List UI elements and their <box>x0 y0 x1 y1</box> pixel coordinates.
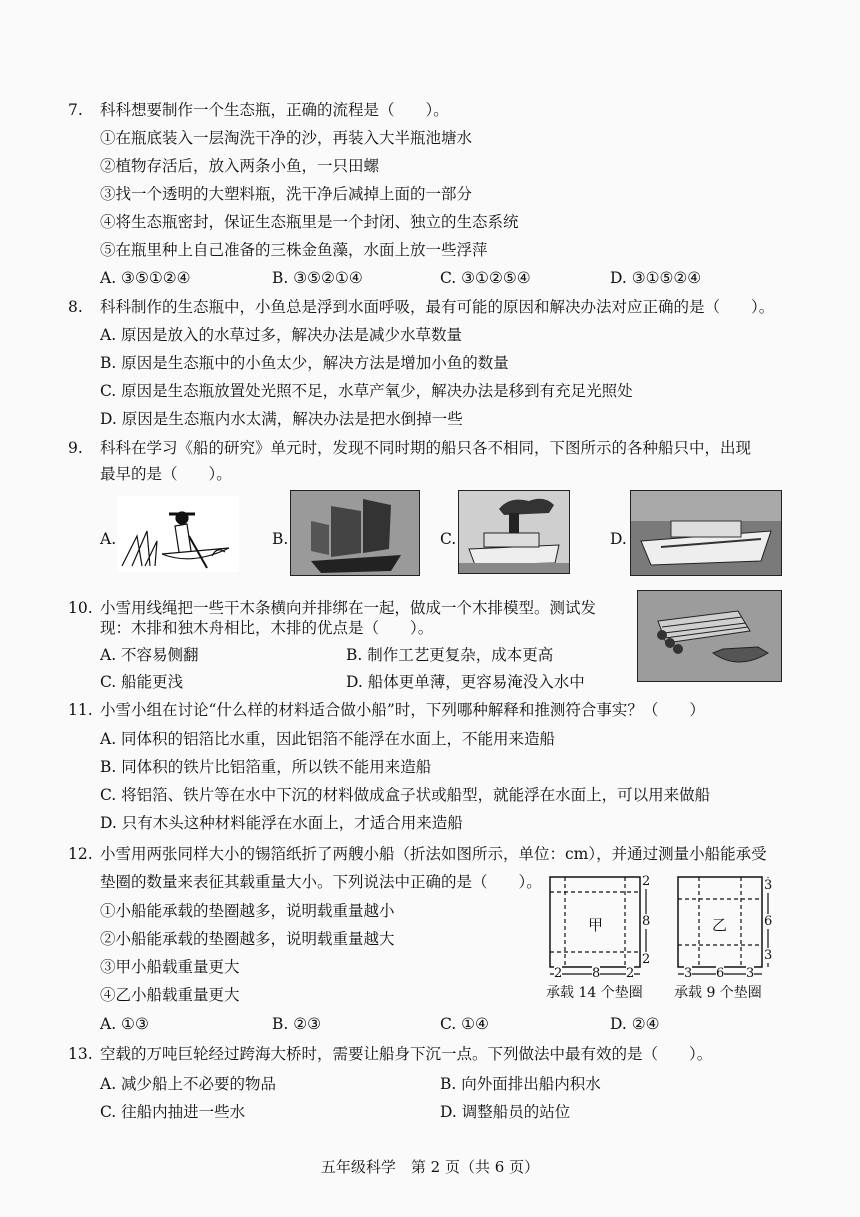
fold-diagram-yi-side-top: 3 <box>764 878 773 893</box>
raft-image <box>637 590 782 682</box>
q7-step-3: ③找一个透明的大塑料瓶，洗干净后减掉上面的一部分 <box>100 185 473 203</box>
q7-option-a[interactable]: A. ③⑤①②④ <box>100 269 191 287</box>
q8-option-d[interactable]: D. 原因是生态瓶内水太满，解决办法是把水倒掉一些 <box>100 410 463 428</box>
q11-number: 11. <box>68 701 93 719</box>
q9-option-b[interactable]: B. <box>272 530 289 548</box>
q10-option-b[interactable]: B. 制作工艺更复杂，成本更高 <box>346 646 554 664</box>
q9-stem-line1: 科科在学习《船的研究》单元时，发现不同时期的船只各不相同，下图所示的各种船只中，出现 <box>100 439 752 457</box>
q7-step-5: ⑤在瓶里种上自己准备的三株金鱼藻，水面上放一些浮萍 <box>100 241 488 259</box>
q11-option-b[interactable]: B. 同体积的铁片比铝箔重，所以铁不能用来造船 <box>100 758 432 776</box>
q8-number: 8. <box>68 298 83 316</box>
q12-stem-line1: 小雪用两张同样大小的锡箔纸折了两艘小船（折法如图所示，单位：cm），并通过测量小船能承受 <box>100 845 767 863</box>
fold-diagram-jia-bottom-left: 2 <box>554 966 563 981</box>
fold-diagram-jia-label: 甲 <box>588 916 604 934</box>
fold-diagram-yi-bottom-middle: 6 <box>716 966 725 981</box>
q7-number: 7. <box>68 101 83 119</box>
q11-option-c[interactable]: C. 将铝箔、铁片等在水中下沉的材料做成盒子状或船型，就能浮在水面上，可以用来做船 <box>100 786 711 804</box>
q12-statement-4: ④乙小船载重量更大 <box>100 986 240 1004</box>
junk-ship-image <box>290 490 420 576</box>
q7-option-c[interactable]: C. ③①②⑤④ <box>440 269 531 287</box>
q12-statement-3: ③甲小船载重量更大 <box>100 958 240 976</box>
q7-stem: 科科想要制作一个生态瓶，正确的流程是（ ）。 <box>100 101 449 119</box>
q12-statement-1: ①小船能承载的垫圈越多，说明载重量越小 <box>100 902 395 920</box>
fold-diagram-yi <box>674 874 794 981</box>
q12-option-b[interactable]: B. ②③ <box>272 1015 322 1033</box>
q8-option-a[interactable]: A. 原因是放入的水草过多，解决办法是减少水草数量 <box>100 326 463 344</box>
steamship-image <box>458 490 570 574</box>
q13-option-a[interactable]: A. 减少船上不必要的物品 <box>100 1075 277 1093</box>
q7-step-1: ①在瓶底装入一层淘洗干净的沙，再装入大半瓶池塘水 <box>100 129 473 147</box>
q7-step-4: ④将生态瓶密封，保证生态瓶里是一个封闭、独立的生态系统 <box>100 213 519 231</box>
fold-diagram-jia-side-middle: 8 <box>642 914 651 929</box>
q10-option-a[interactable]: A. 不容易侧翻 <box>100 646 199 664</box>
q10-number: 10. <box>68 599 93 617</box>
q12-option-a[interactable]: A. ①③ <box>100 1015 149 1033</box>
q10-option-c[interactable]: C. 船能更浅 <box>100 673 184 691</box>
q7-option-d[interactable]: D. ③①⑤②④ <box>610 269 702 287</box>
q10-stem-line1: 小雪用线绳把一些干木条横向并排绑在一起，做成一个木排模型。测试发 <box>100 599 597 617</box>
fold-diagram-jia-side-bottom: 2 <box>642 952 651 967</box>
fold-diagram-yi-bottom-left: 3 <box>684 966 693 981</box>
q12-option-c[interactable]: C. ①④ <box>440 1015 489 1033</box>
fold-diagram-jia-bottom-right: 2 <box>626 966 635 981</box>
cruise-ship-image <box>630 490 782 576</box>
q13-option-b[interactable]: B. 向外面排出船内积水 <box>440 1075 601 1093</box>
q10-stem-line2: 现：木排和独木舟相比，木排的优点是（ ）。 <box>100 619 434 637</box>
q9-option-d[interactable]: D. <box>610 530 627 548</box>
q8-stem: 科科制作的生态瓶中，小鱼总是浮到水面呼吸，最有可能的原因和解决办法对应正确的是（ ）。 <box>100 298 775 316</box>
fold-diagram-yi-side-bottom: 3 <box>764 948 773 963</box>
fold-diagram-jia <box>546 874 666 981</box>
q11-option-d[interactable]: D. 只有木头这种材料能浮在水面上，才适合用来造船 <box>100 814 463 832</box>
q11-option-a[interactable]: A. 同体积的铝箔比水重，因此铝箔不能浮在水面上，不能用来造船 <box>100 730 556 748</box>
q7-option-b[interactable]: B. ③⑤②①④ <box>272 269 363 287</box>
fold-diagram-yi-side-middle: 6 <box>764 914 773 929</box>
q9-option-a[interactable]: A. <box>100 530 117 548</box>
q12-option-d[interactable]: D. ②④ <box>610 1015 660 1033</box>
q7-step-2: ②植物存活后，放入两条小鱼，一只田螺 <box>100 157 380 175</box>
fold-diagram-yi-bottom-right: 3 <box>746 966 755 981</box>
q11-stem: 小雪小组在讨论“什么样的材料适合做小船”时，下列哪种解释和推测符合事实？（ ） <box>100 701 705 719</box>
q9-stem-line2: 最早的是（ ）。 <box>100 465 232 483</box>
q13-number: 13. <box>68 1045 93 1063</box>
fold-diagram-jia-bottom-middle: 8 <box>592 966 601 981</box>
page-footer: 五年级科学 第 2 页（共 6 页） <box>320 1158 540 1176</box>
fold-diagram-yi-label: 乙 <box>712 916 728 934</box>
q12-number: 12. <box>68 845 93 863</box>
q12-statement-2: ②小船能承载的垫圈越多，说明载重量越大 <box>100 930 395 948</box>
fold-diagram-jia-side-top: 2 <box>642 874 651 889</box>
fold-diagram-yi-caption: 承载 9 个垫圈 <box>674 985 762 1001</box>
q12-stem-line2: 垫圈的数量来表征其载重量大小。下列说法中正确的是（ ）。 <box>100 873 542 891</box>
rowing-boat-image <box>117 496 239 572</box>
q13-stem: 空载的万吨巨轮经过跨海大桥时，需要让船身下沉一点。下列做法中最有效的是（ ）。 <box>100 1045 713 1063</box>
q8-option-b[interactable]: B. 原因是生态瓶中的小鱼太少，解决方法是增加小鱼的数量 <box>100 354 509 372</box>
q8-option-c[interactable]: C. 原因是生态瓶放置处光照不足，水草产氧少，解决办法是移到有充足光照处 <box>100 382 633 400</box>
q13-option-d[interactable]: D. 调整船员的站位 <box>440 1103 571 1121</box>
q9-option-c[interactable]: C. <box>440 530 457 548</box>
q13-option-c[interactable]: C. 往船内抽进一些水 <box>100 1103 246 1121</box>
q10-option-d[interactable]: D. 船体更单薄，更容易淹没入水中 <box>346 673 585 691</box>
fold-diagram-jia-caption: 承载 14 个垫圈 <box>546 985 643 1001</box>
q9-number: 9. <box>68 439 83 457</box>
